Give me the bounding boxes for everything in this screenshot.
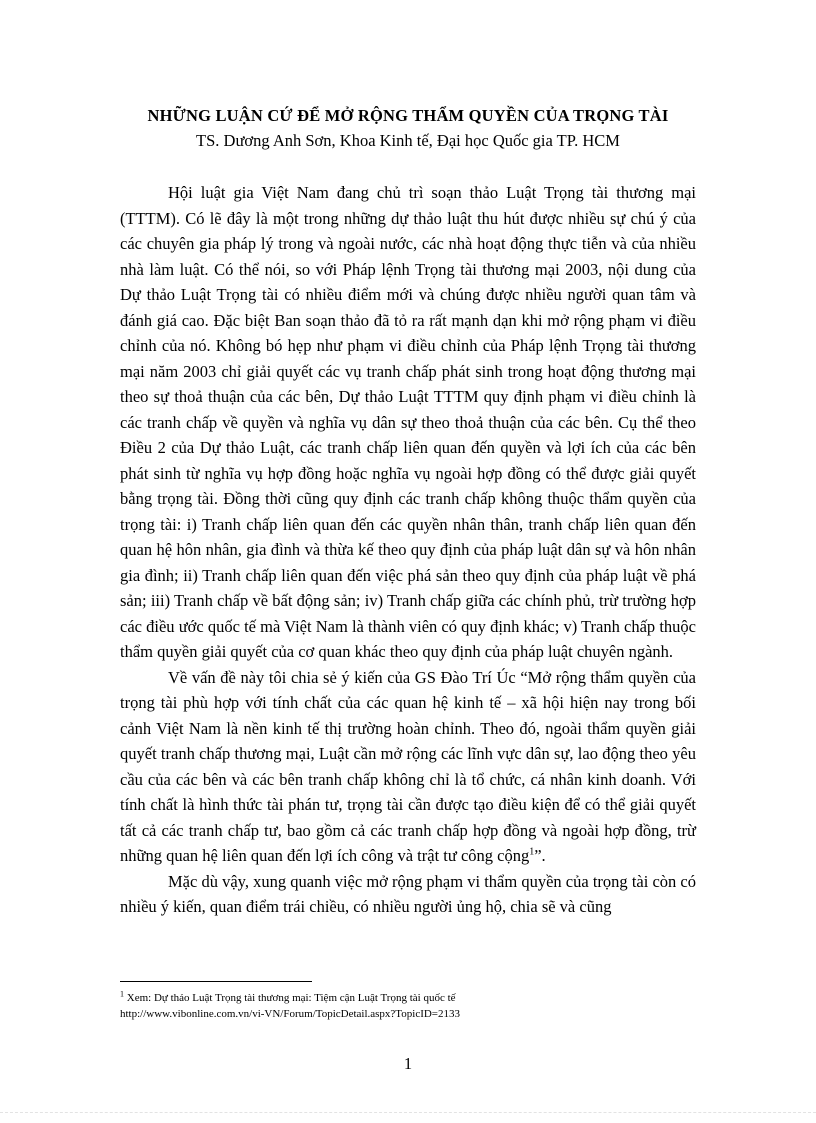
- paragraph-1: Hội luật gia Việt Nam đang chủ trì soạn thảo Luật Trọng tài thương mại (TTTM). Có lẽ đây là một trong những dự thảo luật thu hút được nhiều sự chú ý của các chuyên gia pháp lý trong và ngoài nước, các nhà hoạt động thực tiễn và của nhiều nhà làm luật. Có thể nói, so với Pháp lệnh Trọng tài thương mại 2003, nội dung của Dự thảo Luật Trọng tài có nhiều điểm mới và chúng được nhiều người quan tâm và đánh giá cao. Đặc biệt Ban soạn thảo đã tỏ ra rất mạnh dạn khi mở rộng phạm vi điều chỉnh của nó. Không bó hẹp như phạm vi điều chỉnh của Pháp lệnh Trọng tài thương mại năm 2003 chỉ giải quyết các vụ tranh chấp phát sinh trong hoạt động thương mại theo sự thoả thuận của các bên, Dự thảo Luật TTTM quy định phạm vi điều chỉnh là các tranh chấp về quyền và nghĩa vụ dân sự theo thoả thuận của các bên. Cụ thể theo Điều 2 của Dự thảo Luật, các tranh chấp liên quan đến quyền và lợi ích của các bên phát sinh từ nghĩa vụ hợp đồng hoặc nghĩa vụ ngoài hợp đồng có thể được giải quyết bằng trọng tài. Đồng thời cũng quy định các tranh chấp không thuộc thẩm quyền của trọng tài: i) Tranh chấp liên quan đến các quyền nhân thân, tranh chấp liên quan đến quan hệ hôn nhân, gia đình và thừa kế theo quy định của pháp luật dân sự và hôn nhân gia đình; ii) Tranh chấp liên quan đến việc phá sản theo quy định của pháp luật về phá sản; iii) Tranh chấp về bất động sản; iv) Tranh chấp giữa các chính phủ, trừ trường hợp các điều ước quốc tế mà Việt Nam là thành viên có quy định khác; v) Tranh chấp thuộc thẩm quyền giải quyết của cơ quan khác theo quy định của pháp luật chuyên ngành.: [120, 183, 696, 661]
- footnote-line: [120, 990, 696, 1006]
- footnote-marker: 1: [120, 989, 124, 999]
- page-number: 1: [403, 1054, 413, 1073]
- paragraph-2-text: Về vấn đề này tôi chia sẻ ý kiến của GS Đào Trí Úc “Mở rộng thẩm quyền của trọng tài phù hợp với tính chất của các quan hệ kinh tế – xã hội hiện nay trong bối cảnh Việt Nam là nền kinh tế thị trường hoàn chỉnh. Theo đó, ngoài thẩm quyền giải quyết tranh chấp thương mại, Luật cần mở rộng các lĩnh vực dân sự, lao động theo yêu cầu của các bên và các bên tranh chấp không chỉ là tổ chức, cá nhân kinh doanh. Với tính chất là hình thức tài phán tư, trọng tài cần được tạo điều kiện để có thể giải quyết tất cả các tranh chấp tư, bao gồm cả các tranh chấp hợp đồng và ngoài hợp đồng, trừ những quan hệ liên quan đến lợi ích công và trật tư công cộng: [120, 667, 696, 865]
- footnote-reference[interactable]: 1: [529, 846, 535, 858]
- page-bottom-edge: [0, 1112, 816, 1113]
- paragraph-2: [120, 665, 696, 869]
- footnote-url[interactable]: http://www.vibonline.com.vn/vi-VN/Forum/TopicDetail.aspx?TopicID=2133: [120, 1008, 461, 1020]
- footnote-text: Xem: Dự thảo Luật Trọng tài thương mại: Tiệm cận Luật Trọng tài quốc tế: [124, 992, 456, 1004]
- paragraph-3: Mặc dù vậy, xung quanh việc mở rộng phạm vi thẩm quyền của trọng tài còn có nhiều ý kiến, quan điểm trái chiều, có nhiều người ủng hộ, chia sẽ và cũng: [120, 871, 696, 916]
- document-title: NHỮNG LUẬN CỨ ĐỂ MỞ RỘNG THẨM QUYỀN CỦA TRỌNG TÀI: [147, 106, 669, 125]
- article-body: [120, 180, 696, 920]
- quote-end: ”.: [534, 846, 546, 865]
- footnote: [120, 990, 696, 1022]
- footnote-separator: [120, 981, 312, 982]
- author-line: TS. Dương Anh Sơn, Khoa Kinh tế, Đại học Quốc gia TP. HCM: [196, 131, 620, 150]
